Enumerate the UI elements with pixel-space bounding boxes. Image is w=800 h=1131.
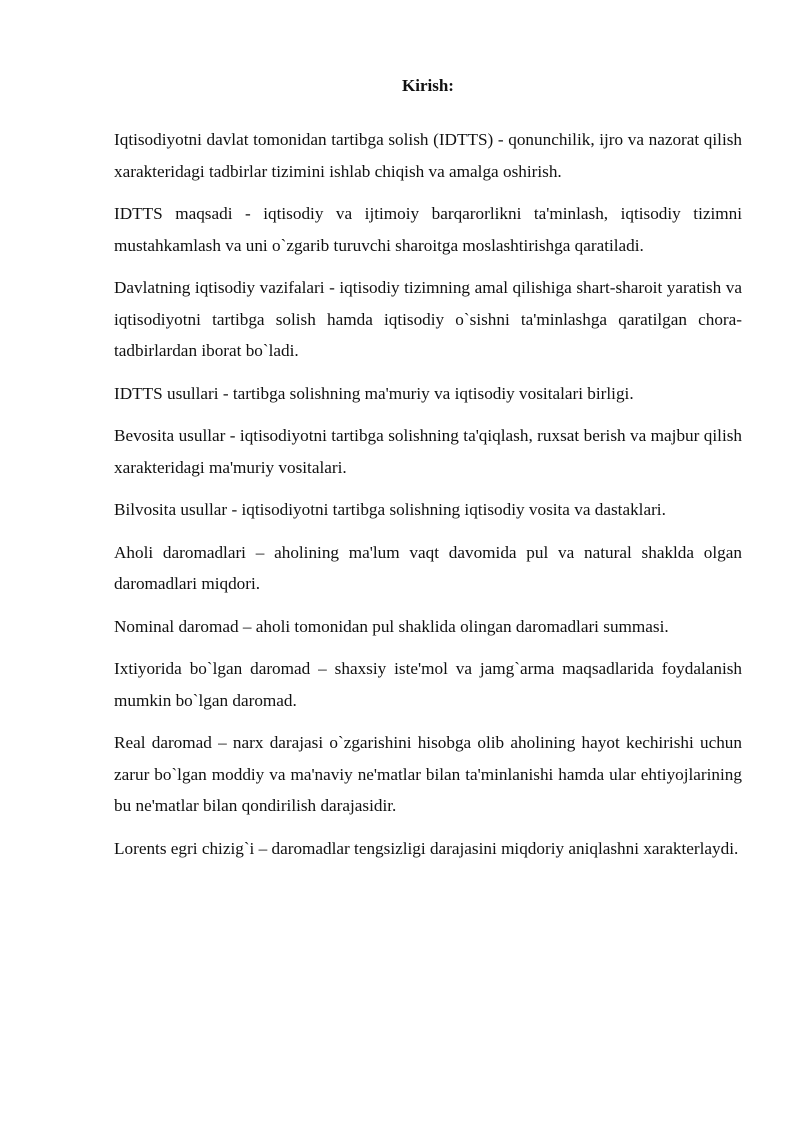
paragraph-lorenz-curve: Lorents egri chizig`i – daromadlar tengsizligi darajasini miqdoriy aniqlashni xarakterlaydi.	[114, 838, 739, 858]
paragraph-idtts-goal: IDTTS maqsadi - iqtisodiy va ijtimoiy barqarorlikni ta'minlash, iqtisodiy tizimni mustahkamlash va uni o`zgarib turuvchi sharoitga moslashtirishga qaratiladi.	[114, 204, 742, 255]
paragraph-direct-methods: Bevosita usullar - iqtisodiyotni tartibga solishning ta'qiqlash, ruxsat berish va majbur qilish xarakteridagi ma'muriy vositalari.	[114, 426, 742, 477]
paragraph-idtts-methods: IDTTS usullari - tartibga solishning ma'muriy va iqtisodiy vositalari birligi.	[114, 383, 634, 403]
paragraph-indirect-methods: Bilvosita usullar - iqtisodiyotni tartibga solishning iqtisodiy vosita va dastaklari.	[114, 500, 666, 519]
paragraph-nominal-income: Nominal daromad – aholi tomonidan pul shaklida olingan daromadlari summasi.	[114, 616, 669, 636]
paragraph-state-economic-functions: Davlatning iqtisodiy vazifalari - iqtisodiy tizimning amal qilishiga shart-sharoit yaratish va iqtisodiyotni tartibga solish hamda iqtisodiy o`sishni ta'minlashga qaratilgan chora-tadbirlardan iborat bo`ladi.	[114, 278, 742, 360]
paragraph-real-income: Real daromad – narx darajasi o`zgarishini hisobga olib aholining hayot kechirishi uchun zarur bo`lgan moddiy va ma'naviy ne'matlar bilan ta'minlanishi hamda ular ehtiyojlarining bu ne'matlar bilan qondirilish darajasidir.	[114, 733, 742, 815]
document-title: Kirish:	[402, 76, 454, 95]
paragraph-population-income: Aholi daromadlari – aholining ma'lum vaqt davomida pul va natural shaklda olgan daromadlari miqdori.	[114, 542, 742, 593]
paragraph-disposable-income: Ixtiyorida bo`lgan daromad – shaxsiy iste'mol va jamg`arma maqsadlarida foydalanish mumkin bo`lgan daromad.	[114, 659, 742, 710]
paragraph-idtts-definition: Iqtisodiyotni davlat tomonidan tartibga solish (IDTTS) - qonunchilik, ijro va nazorat qilish xarakteridagi tadbirlar tizimini ishlab chiqish va amalga oshirish.	[114, 130, 742, 181]
